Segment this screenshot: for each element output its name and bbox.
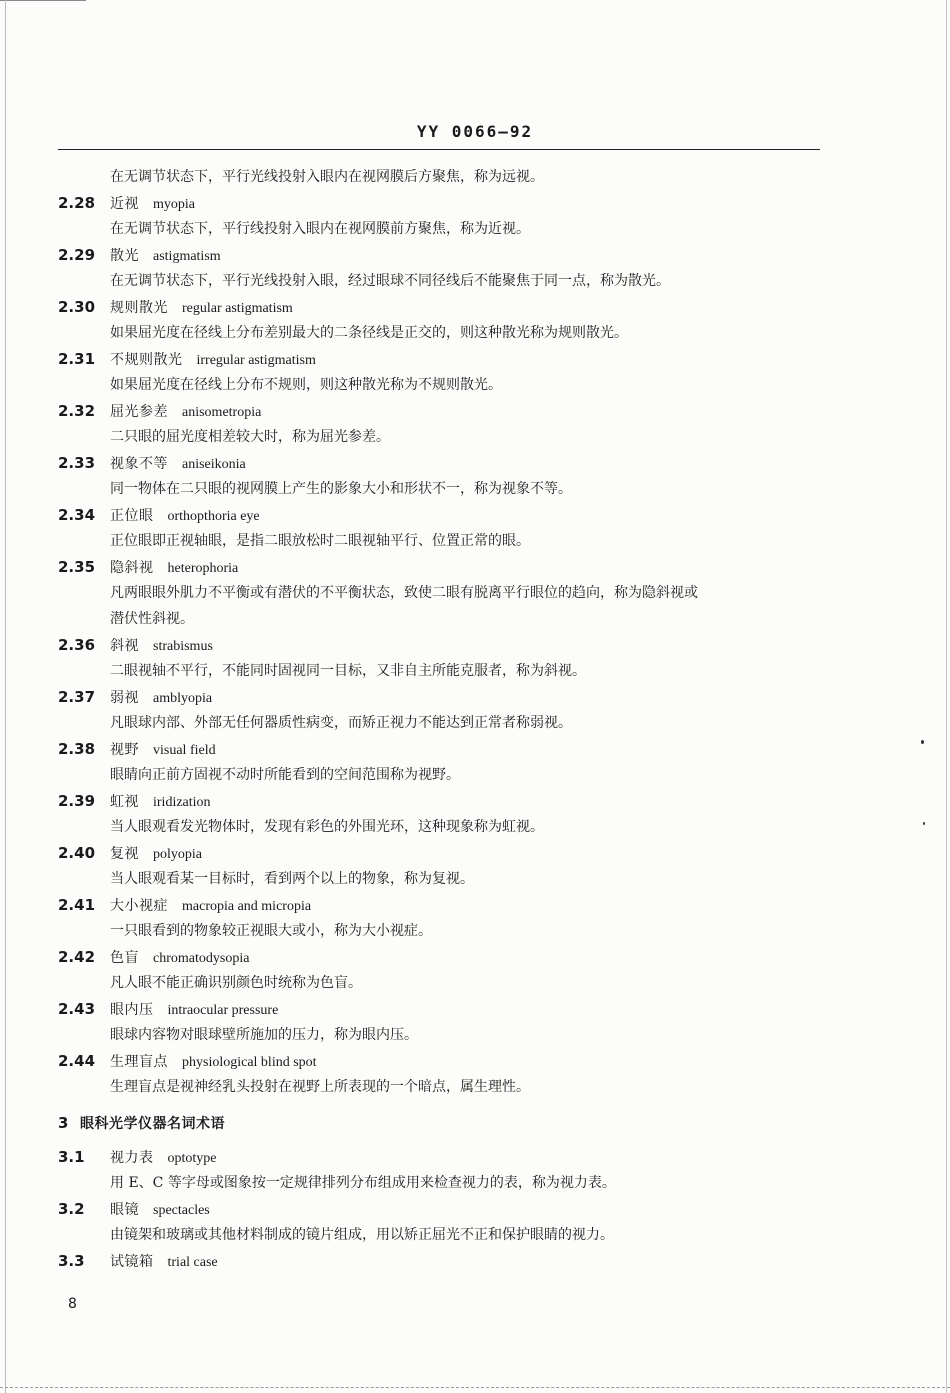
term-number: 2.33 xyxy=(58,454,96,472)
term-english: chromatodysopia xyxy=(153,951,250,966)
term-english: visual field xyxy=(153,743,216,758)
definition-text: 生理盲点是视神经乳头投射在视野上所表现的一个暗点，属生理性。 xyxy=(110,1079,530,1095)
term-entry xyxy=(58,632,828,658)
definition-text: 一只眼看到的物象较正视眼大或小，称为大小视症。 xyxy=(110,923,432,939)
term-chinese: 弱视 xyxy=(110,690,139,706)
term-entry xyxy=(58,242,828,268)
term-chinese: 斜视 xyxy=(110,638,139,654)
term-chinese: 正位眼 xyxy=(110,508,154,524)
term-chinese: 散光 xyxy=(110,248,139,264)
definition-text: 在无调节状态下，平行线投射入眼内在视网膜前方聚焦，称为近视。 xyxy=(110,221,530,237)
definition-text: 正位眼即正视轴眼，是指二眼放松时二眼视轴平行、位置正常的眼。 xyxy=(110,533,530,549)
term-entry xyxy=(58,684,828,710)
term-entry xyxy=(58,1144,828,1170)
definition-text: 如果屈光度在径线上分布不规则，则这种散光称为不规则散光。 xyxy=(110,377,502,393)
term-chinese: 隐斜视 xyxy=(110,560,154,576)
term-english: trial case xyxy=(167,1255,218,1270)
term-entry xyxy=(58,190,828,216)
term-entry xyxy=(58,502,828,528)
definition-text: 二眼视轴不平行，不能同时固视同一目标，又非自主所能克服者，称为斜视。 xyxy=(110,663,586,679)
term-number: 2.31 xyxy=(58,350,96,368)
term-number: 2.44 xyxy=(58,1052,96,1070)
term-chinese: 大小视症 xyxy=(110,898,168,914)
term-number: 2.40 xyxy=(58,844,96,862)
definition-text: 凡两眼眼外肌力不平衡或有潜伏的不平衡状态，致使二眼有脱离平行眼位的趋向，称为隐斜视或 xyxy=(110,585,698,601)
definition-text: 在无调节状态下，平行光线投射入眼，经过眼球不同径线后不能聚焦于同一点，称为散光。 xyxy=(110,273,670,289)
term-entry xyxy=(58,294,828,320)
term-number: 2.36 xyxy=(58,636,96,654)
term-english: orthopthoria eye xyxy=(167,509,260,524)
term-chinese: 近视 xyxy=(110,196,139,212)
definition-text: 凡眼球内部、外部无任何器质性病变，而矫正视力不能达到正常者称弱视。 xyxy=(110,715,572,731)
term-chinese: 复视 xyxy=(110,846,139,862)
definition-text: 同一物体在二只眼的视网膜上产生的影象大小和形状不一，称为视象不等。 xyxy=(110,481,572,497)
term-chinese: 虹视 xyxy=(110,794,139,810)
term-entry xyxy=(58,398,828,424)
definition-text: 如果屈光度在径线上分布差别最大的二条径线是正交的，则这种散光称为规则散光。 xyxy=(110,325,628,341)
term-entry xyxy=(58,840,828,866)
term-entry xyxy=(58,346,828,372)
section-title: 眼科光学仪器名词术语 xyxy=(80,1116,225,1132)
scan-edge-bottom xyxy=(0,1387,950,1389)
section-heading xyxy=(58,1110,828,1136)
term-number: 2.29 xyxy=(58,246,96,264)
term-number: 2.28 xyxy=(58,194,96,212)
term-number: 2.34 xyxy=(58,506,96,524)
term-chinese: 不规则散光 xyxy=(110,352,183,368)
term-english: anisometropia xyxy=(182,405,262,420)
scan-speck xyxy=(923,822,925,825)
term-english: optotype xyxy=(167,1151,217,1166)
term-english: aniseikonia xyxy=(182,457,246,472)
definition-text: 当人眼观看发光物体时，发现有彩色的外围光环，这种现象称为虹视。 xyxy=(110,819,544,835)
term-list-section-2 xyxy=(58,164,828,1100)
term-number: 2.30 xyxy=(58,298,96,316)
term-number: 2.35 xyxy=(58,558,96,576)
term-entry xyxy=(58,996,828,1022)
scan-edge-top xyxy=(0,0,86,2)
term-english: spectacles xyxy=(153,1203,210,1218)
term-entry xyxy=(58,1248,828,1274)
term-number: 2.37 xyxy=(58,688,96,706)
term-english: polyopia xyxy=(153,847,202,862)
header-rule xyxy=(58,149,820,150)
term-english: irregular astigmatism xyxy=(196,353,316,368)
term-entry xyxy=(58,944,828,970)
scan-edge-left xyxy=(5,0,6,1393)
term-chinese: 视力表 xyxy=(110,1150,154,1166)
term-english: intraocular pressure xyxy=(167,1003,279,1018)
definition-text: 二只眼的屈光度相差较大时，称为屈光参差。 xyxy=(110,429,390,445)
standard-number-header: YY 0066—92 xyxy=(416,122,534,141)
term-chinese: 试镜箱 xyxy=(110,1254,154,1270)
document-body xyxy=(58,164,828,1274)
term-number: 2.41 xyxy=(58,896,96,914)
term-english: regular astigmatism xyxy=(182,301,293,316)
term-number: 3.1 xyxy=(58,1148,85,1166)
term-number: 2.42 xyxy=(58,948,96,966)
term-entry xyxy=(58,554,828,580)
definition-text: 眼睛向正前方固视不动时所能看到的空间范围称为视野。 xyxy=(110,767,460,783)
term-english: heterophoria xyxy=(167,561,239,576)
term-number: 3.2 xyxy=(58,1200,85,1218)
term-english: strabismus xyxy=(153,639,213,654)
term-chinese: 规则散光 xyxy=(110,300,168,316)
definition-text: 当人眼观看某一目标时，看到两个以上的物象，称为复视。 xyxy=(110,871,474,887)
scan-speck xyxy=(921,740,924,744)
term-entry xyxy=(58,892,828,918)
term-number: 2.38 xyxy=(58,740,96,758)
page-number: 8 xyxy=(68,1296,77,1312)
term-chinese: 屈光参差 xyxy=(110,404,168,420)
definition-text: 在无调节状态下，平行光线投射入眼内在视网膜后方聚焦，称为远视。 xyxy=(110,169,544,185)
term-list-section-3 xyxy=(58,1144,828,1274)
term-chinese: 眼内压 xyxy=(110,1002,154,1018)
term-number: 2.32 xyxy=(58,402,96,420)
term-entry xyxy=(58,788,828,814)
term-english: myopia xyxy=(153,197,195,212)
definition-text: 眼球内容物对眼球壁所施加的压力，称为眼内压。 xyxy=(110,1027,418,1043)
term-chinese: 生理盲点 xyxy=(110,1054,168,1070)
term-chinese: 眼镜 xyxy=(110,1202,139,1218)
term-english: amblyopia xyxy=(153,691,213,706)
definition-text: 由镜架和玻璃或其他材料制成的镜片组成，用以矫正屈光不正和保护眼睛的视力。 xyxy=(110,1227,614,1243)
definition-text: 用 E、C 等字母或图象按一定规律排列分布组成用来检查视力的表，称为视力表。 xyxy=(110,1175,616,1191)
term-english: macropia and micropia xyxy=(182,899,312,914)
definition-text: 潜伏性斜视。 xyxy=(110,611,194,627)
scan-edge-right xyxy=(946,0,947,1393)
term-number: 2.39 xyxy=(58,792,96,810)
term-chinese: 视野 xyxy=(110,742,139,758)
term-chinese: 色盲 xyxy=(110,950,139,966)
term-english: astigmatism xyxy=(153,249,221,264)
term-entry xyxy=(58,1196,828,1222)
term-english: physiological blind spot xyxy=(182,1055,317,1070)
term-chinese: 视象不等 xyxy=(110,456,168,472)
term-number: 3.3 xyxy=(58,1252,85,1270)
term-english: iridization xyxy=(153,795,211,810)
term-number: 2.43 xyxy=(58,1000,96,1018)
term-entry xyxy=(58,1048,828,1074)
section-number: 3 xyxy=(58,1114,69,1132)
term-entry xyxy=(58,736,828,762)
definition-text: 凡人眼不能正确识别颜色时统称为色盲。 xyxy=(110,975,362,991)
term-entry xyxy=(58,450,828,476)
